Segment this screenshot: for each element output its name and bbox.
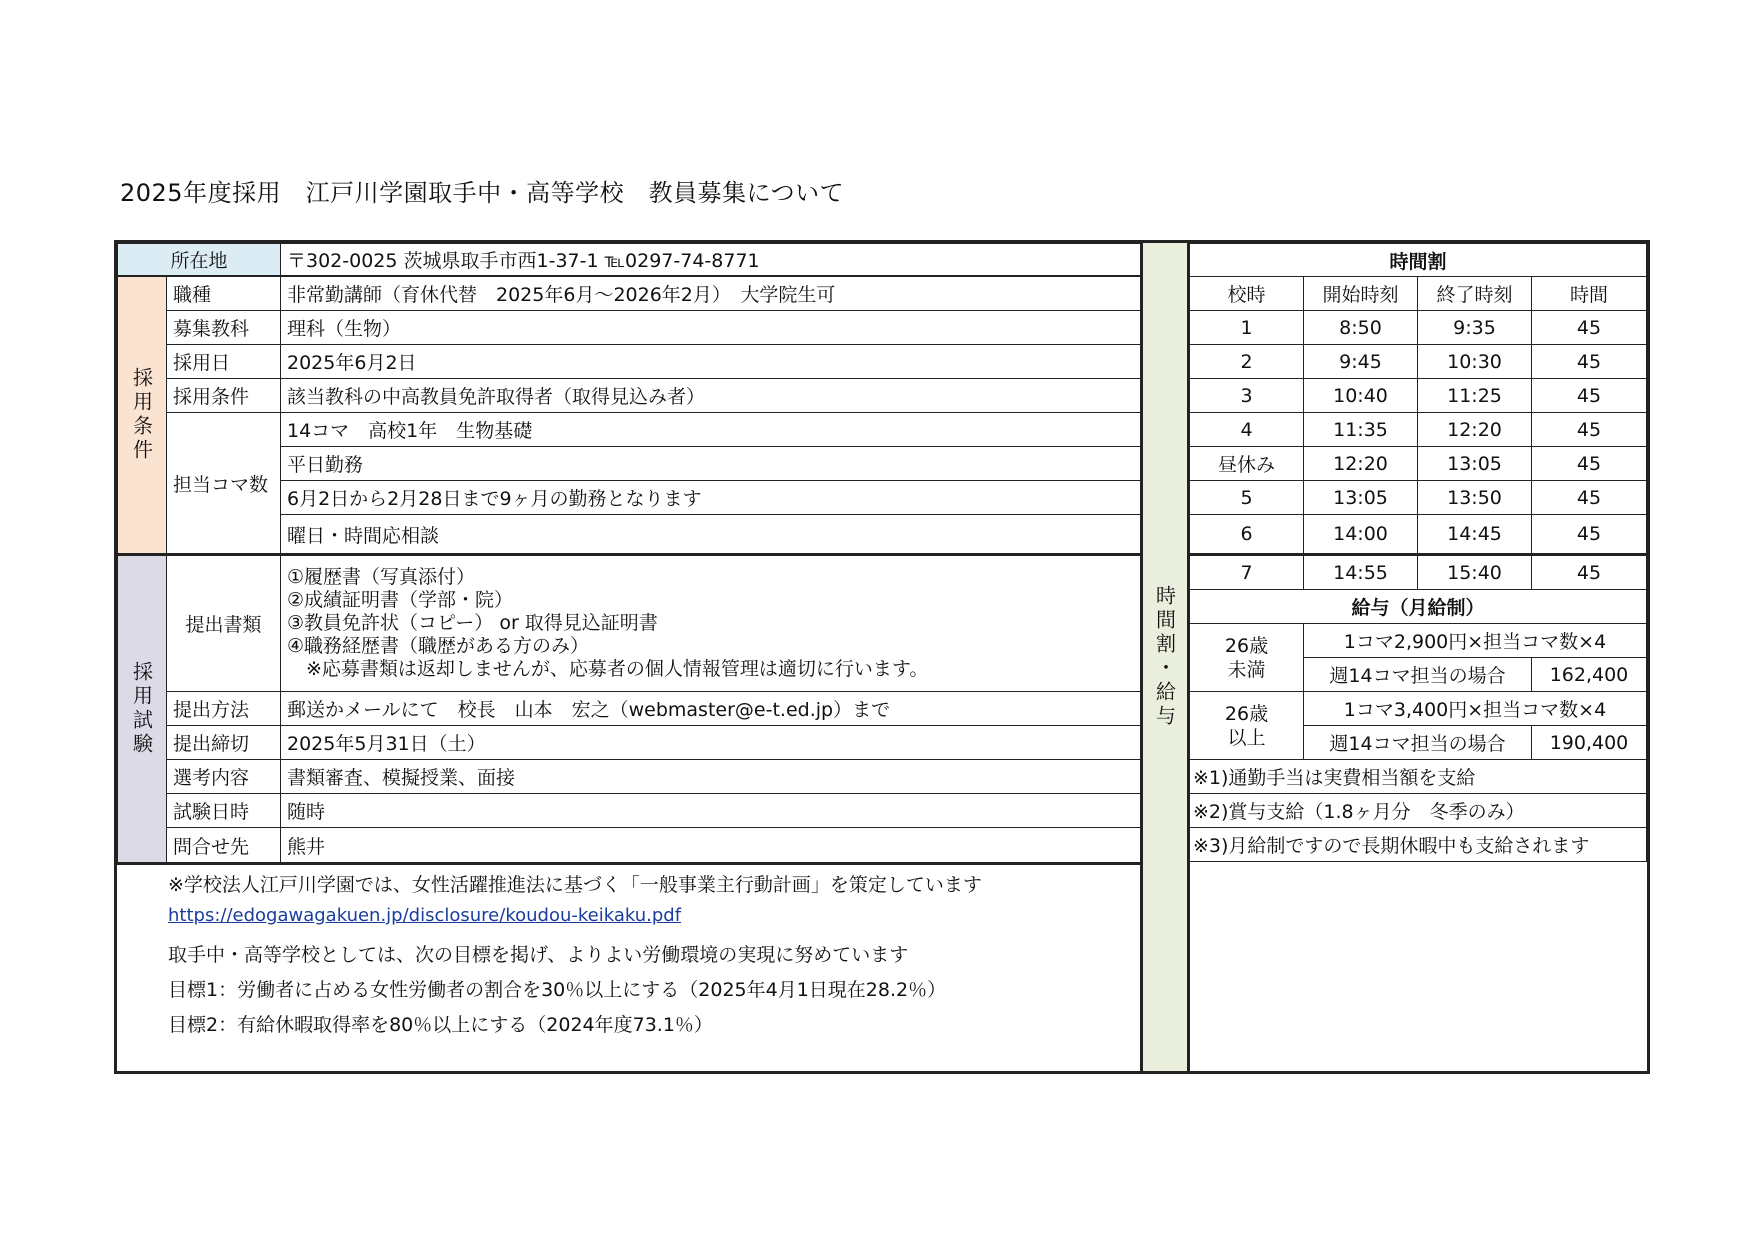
timetable-cell: 45	[1531, 344, 1647, 379]
timetable-cell: 5	[1189, 480, 1304, 515]
timetable-cell: 8:50	[1303, 310, 1418, 345]
documents-label: 提出書類	[166, 555, 281, 692]
notes-line: ※学校法人江戸川学園では、女性活躍推進法に基づく「一般事業主行動計画」を策定しています	[168, 874, 982, 896]
exam-label-selection: 選考内容	[166, 759, 281, 794]
koma-line: 6月2日から2月28日まで9ヶ月の勤務となります	[280, 480, 1141, 515]
timetable-cell: 1	[1189, 310, 1304, 345]
timetable-cell: 45	[1531, 480, 1647, 515]
condition-label-subject: 募集教科	[166, 310, 281, 345]
salary-note: ※1)通勤手当は実費相当額を支給	[1189, 759, 1647, 794]
salary-age-line: 26歳	[1224, 702, 1269, 725]
timetable-cell: 10:40	[1303, 378, 1418, 413]
salary-case: 週14コマ担当の場合	[1303, 657, 1532, 692]
exam-value-contact: 熊井	[280, 827, 1141, 865]
salary-age-line: 未満	[1227, 658, 1266, 681]
notes-line: 目標1：労働者に占める女性労働者の割合を30％以上にする（2025年4月1日現在28.2％）	[168, 979, 947, 1001]
condition-value-hire-date: 2025年6月2日	[280, 344, 1141, 379]
salary-age-group	[1189, 623, 1304, 692]
exam-value-date: 随時	[280, 793, 1141, 828]
koma-line: 平日勤務	[280, 446, 1141, 481]
timetable-cell: 14:45	[1417, 514, 1532, 556]
notes-line: 目標2：有給休暇取得率を80％以上にする（2024年度73.1％）	[168, 1014, 713, 1036]
action-plan-link[interactable]: https://edogawagakuen.jp/disclosure/koudou-keikaku.pdf	[168, 905, 682, 926]
timetable-cell: 12:20	[1303, 446, 1418, 481]
conditions-group-label: 採用条件	[117, 276, 167, 556]
timetable-cell: 12:20	[1417, 412, 1532, 447]
timetable-cell: 45	[1531, 310, 1647, 345]
exam-label-deadline: 提出締切	[166, 725, 281, 760]
salary-age-group	[1189, 691, 1304, 760]
timetable-cell: 11:25	[1417, 378, 1532, 413]
documents-list	[280, 555, 1141, 692]
exam-value-method: 郵送かメールにて 校長 山本 宏之（webmaster@e-t.ed.jp）まで	[280, 691, 1141, 726]
salary-title: 給与（月給制）	[1189, 589, 1647, 624]
salary-age-line: 26歳	[1224, 634, 1269, 657]
address-value: 〒302-0025 茨城県取手市西1-37-1 ℡0297-74-8771	[280, 243, 1141, 276]
timetable-header: 校時	[1189, 276, 1304, 311]
timetable-cell: 15:40	[1417, 555, 1532, 590]
salary-note: ※3)月給制ですので長期休暇中も支給されます	[1189, 827, 1647, 862]
salary-formula: 1コマ2,900円×担当コマ数×4	[1303, 623, 1647, 658]
timetable-cell: 45	[1531, 514, 1647, 556]
timetable-cell: 3	[1189, 378, 1304, 413]
timetable-cell: 4	[1189, 412, 1304, 447]
timetable-header: 開始時刻	[1303, 276, 1418, 311]
salary-amount: 190,400	[1531, 725, 1647, 760]
documents-line: ※応募書類は返却しませんが、応募者の個人情報管理は適切に行います。	[287, 658, 929, 680]
timetable-cell: 45	[1531, 412, 1647, 447]
timetable-cell: 6	[1189, 514, 1304, 556]
timetable-cell: 昼休み	[1189, 446, 1304, 481]
timetable-cell: 45	[1531, 555, 1647, 590]
address-label: 所在地	[117, 243, 281, 276]
salary-note: ※2)賞与支給（1.8ヶ月分 冬季のみ）	[1189, 793, 1647, 828]
timetable-cell: 14:00	[1303, 514, 1418, 556]
salary-case: 週14コマ担当の場合	[1303, 725, 1532, 760]
condition-value-requirement: 該当教科の中高教員免許取得者（取得見込み者）	[280, 378, 1141, 413]
condition-value-subject: 理科（生物）	[280, 310, 1141, 345]
documents-line: ①履歴書（写真添付）	[287, 566, 476, 588]
timetable-cell: 10:30	[1417, 344, 1532, 379]
condition-label-hire-date: 採用日	[166, 344, 281, 379]
salary-age-line: 以上	[1227, 726, 1266, 749]
koma-line: 14コマ 高校1年 生物基礎	[280, 412, 1141, 447]
exam-group-label: 採用試験	[117, 555, 167, 865]
exam-label-date: 試験日時	[166, 793, 281, 828]
timetable-cell: 11:35	[1303, 412, 1418, 447]
exam-value-selection: 書類審査、模擬授業、面接	[280, 759, 1141, 794]
koma-label: 担当コマ数	[166, 412, 281, 556]
timetable-cell: 45	[1531, 446, 1647, 481]
condition-value-job: 非常勤講師（育休代替 2025年6月～2026年2月） 大学院生可	[280, 276, 1141, 311]
notes-line: 取手中・高等学校としては、次の目標を掲げ、よりよい労働環境の実現に努めています	[168, 944, 909, 966]
documents-line: ③教員免許状（コピー） or 取得見込証明書	[287, 612, 658, 634]
documents-line: ②成績証明書（学部・院）	[287, 589, 514, 611]
condition-label-job: 職種	[166, 276, 281, 311]
timetable-cell: 14:55	[1303, 555, 1418, 590]
timetable-cell: 9:45	[1303, 344, 1418, 379]
timetable-cell: 7	[1189, 555, 1304, 590]
timetable-cell: 13:05	[1303, 480, 1418, 515]
timetable-salary-side-label: 時間割・給与	[1140, 243, 1190, 1071]
timetable-title: 時間割	[1189, 243, 1647, 277]
timetable-header: 終了時刻	[1417, 276, 1532, 311]
documents-line: ④職務経歴書（職歴がある方のみ）	[287, 635, 590, 657]
exam-label-contact: 問合せ先	[166, 827, 281, 865]
timetable-cell: 2	[1189, 344, 1304, 379]
timetable-cell: 45	[1531, 378, 1647, 413]
koma-line: 曜日・時間応相談	[280, 514, 1141, 556]
timetable-cell: 13:50	[1417, 480, 1532, 515]
exam-label-method: 提出方法	[166, 691, 281, 726]
salary-amount: 162,400	[1531, 657, 1647, 692]
timetable-cell: 13:05	[1417, 446, 1532, 481]
timetable-header: 時間	[1531, 276, 1647, 311]
page-title: 2025年度採用 江戸川学園取手中・高等学校 教員募集について	[120, 179, 845, 207]
timetable-cell: 9:35	[1417, 310, 1532, 345]
exam-value-deadline: 2025年5月31日（土）	[280, 725, 1141, 760]
condition-label-requirement: 採用条件	[166, 378, 281, 413]
salary-formula: 1コマ3,400円×担当コマ数×4	[1303, 691, 1647, 726]
